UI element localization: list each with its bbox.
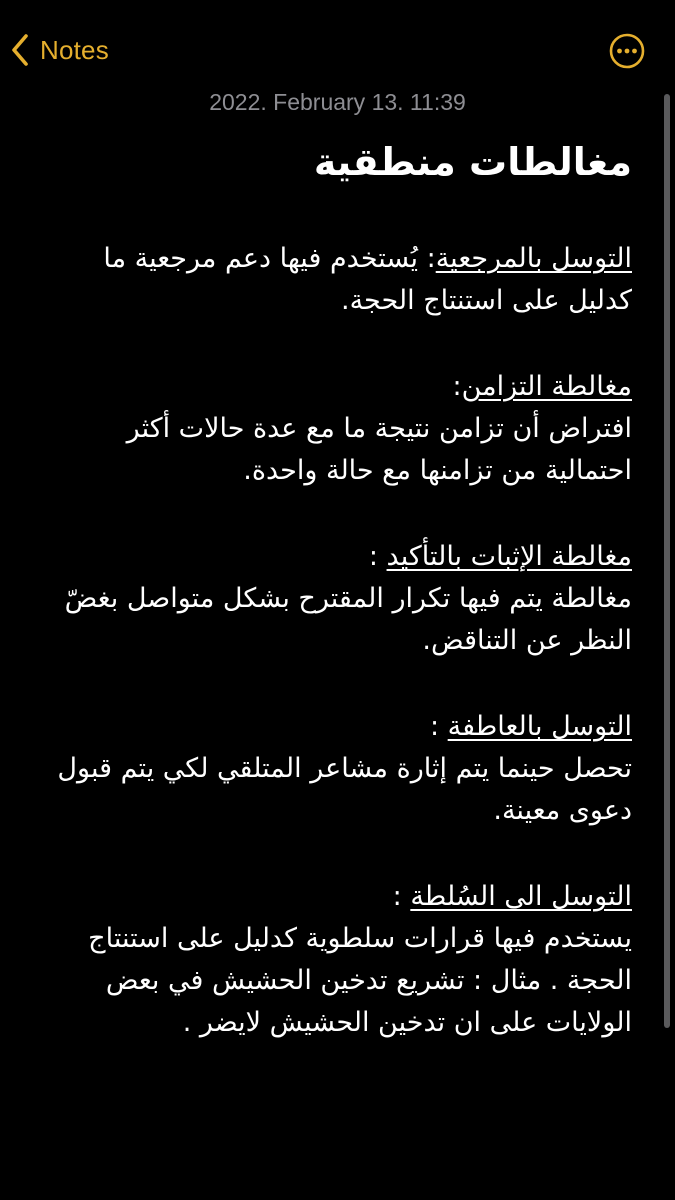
- more-options-button[interactable]: [609, 33, 645, 69]
- note-section: [40, 536, 632, 662]
- note-section: [40, 706, 632, 832]
- section-heading: التوسل بالمرجعية: [435, 243, 632, 274]
- section-heading: التوسل الى السُلطة: [410, 881, 632, 912]
- section-heading: مغالطة التزامن: [461, 371, 632, 402]
- section-heading: مغالطة الإثبات بالتأكيد: [386, 541, 632, 572]
- heading-colon: :: [426, 243, 436, 274]
- chevron-left-icon: [10, 33, 30, 67]
- note-body[interactable]: [40, 126, 632, 1044]
- note-section: [40, 238, 632, 322]
- section-body: يستخدم فيها قرارات سلطوية كدليل على استنتاج الحجة . مثال : تشريع تدخين الحشيش في بعض الولايات على ان تدخين الحشيش لايضر .: [88, 923, 632, 1038]
- back-button[interactable]: [10, 28, 109, 72]
- ellipsis-circle-icon: [609, 33, 645, 69]
- section-first-line: [40, 238, 632, 322]
- section-heading: التوسل بالعاطفة: [447, 711, 632, 742]
- scrollbar[interactable]: [664, 94, 670, 1028]
- section-first-line: [40, 366, 632, 408]
- note-section: [40, 366, 632, 492]
- note-section: [40, 876, 632, 1044]
- back-button-label: Notes: [40, 34, 109, 65]
- section-inline-text: يُستخدم فيها دعم مرجعية ما كدليل على استنتاج الحجة.: [103, 243, 632, 316]
- navigation-bar: [0, 0, 675, 92]
- section-first-line: [40, 706, 632, 748]
- section-first-line: [40, 876, 632, 918]
- section-body: افتراض أن تزامن نتيجة ما مع عدة حالات أكثر احتمالية من تزامنها مع حالة واحدة.: [126, 413, 632, 486]
- section-body: مغالطة يتم فيها تكرار المقترح بشكل متواصل بغضّ النظر عن التناقض.: [64, 583, 632, 656]
- section-first-line: [40, 536, 632, 578]
- note-title: مغالطات منطقية: [313, 140, 632, 184]
- heading-colon: :: [392, 881, 411, 912]
- note-date: 2022. February 13. 11:39: [209, 89, 466, 115]
- heading-colon: :: [452, 371, 462, 402]
- section-body: تحصل حينما يتم إثارة مشاعر المتلقي لكي يتم قبول دعوى معينة.: [57, 753, 632, 826]
- heading-colon: :: [429, 711, 448, 742]
- heading-colon: :: [368, 541, 387, 572]
